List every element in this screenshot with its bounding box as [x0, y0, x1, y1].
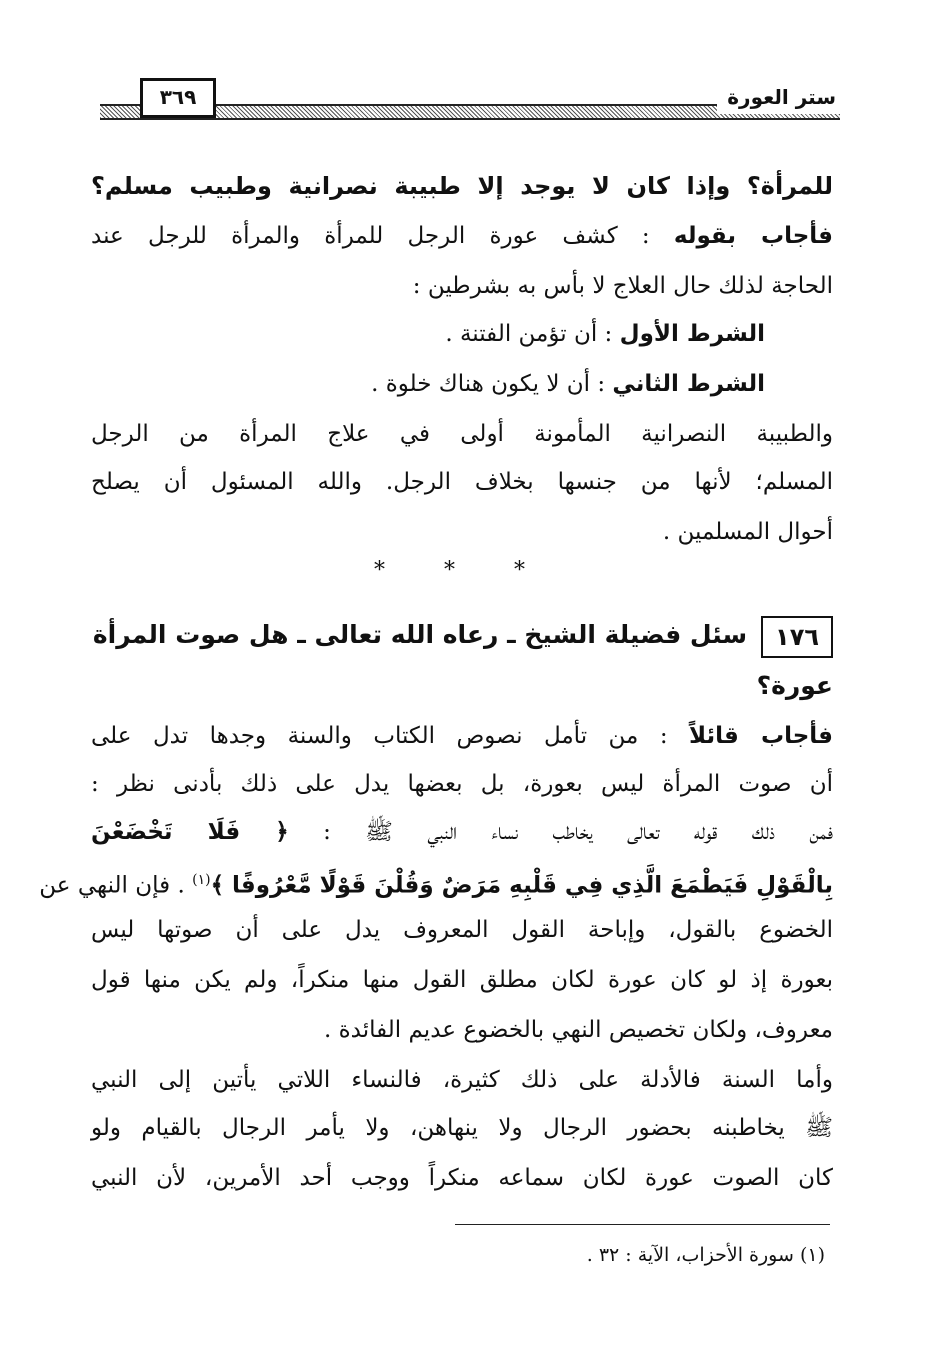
text-line: بعورة إذ لو كان عورة لكان مطلق القول منها منكراً، ولم يكن منها قول [91, 967, 833, 993]
text-line: الخضوع بالقول، وإباحة القول المعروف يدل على أن صوتها ليس [91, 917, 833, 943]
text-line: والطبيبة النصرانية المأمونة أولى في علاج المرأة من الرجل [91, 421, 833, 447]
question-number-box: ١٧٦ [761, 616, 833, 658]
text-line: الحاجة لذلك حال العلاج لا بأس به بشرطين : [412, 273, 833, 299]
text-line [39, 856, 833, 904]
footnote-ref: (١) [192, 872, 211, 888]
quran-verse: ﴿ فَلَا تَخْضَعْنَ [91, 819, 289, 845]
question-text: سئل فضيلة الشيخ ـ رعاه الله تعالى ـ هل صوت المرأة [92, 620, 748, 649]
text-line [91, 712, 833, 760]
quran-verse: بِالْقَوْلِ فَيَطْمَعَ الَّذِي فِي قَلْبِهِ مَرَضٌ وَقُلْنَ قَوْلًا مَّعْرُوفًا ﴾ [210, 872, 833, 899]
answer-lead: فأجاب بقوله [673, 223, 833, 249]
page-number: ٣٦٩ [140, 78, 216, 118]
text-line: وأما السنة فالأدلة على ذلك كثيرة، فالنساء اللاتي يأتين إلى النبي [91, 1067, 833, 1093]
text-line: أن صوت المرأة ليس بعورة، بل بعضها يدل على ذلك بأدنى نظر : [91, 771, 833, 797]
condition-label: الشرط الثاني [612, 371, 765, 397]
text-line: المسلم؛ لأنها من جنسها بخلاف الرجل. والله المسئول أن يصلح [91, 469, 833, 495]
condition-text: : أن لا يكون هناك خلوة . [371, 371, 606, 397]
condition-one [445, 310, 765, 358]
footnote: (١) سورة الأحزاب، الآية : ٣٢ . [586, 1244, 825, 1266]
footnote-divider [455, 1224, 830, 1225]
question-heading [91, 610, 833, 660]
question-text-continued: عورة؟ [756, 671, 833, 700]
answer-text: : كشف عورة الرجل للمرأة والمرأة للرجل عند [91, 223, 650, 249]
condition-text: : أن تؤمن الفتنة . [445, 321, 613, 347]
page-header [100, 78, 840, 124]
answer-lead: فأجاب قائلاً [689, 723, 833, 749]
condition-two [371, 360, 765, 408]
text-line: ﷺ يخاطبنه بحضور الرجال ولا ينهاهن، ولا يأمر الرجال بالقيام ولو [91, 1115, 833, 1141]
text-line: للمرأة؟ وإذا كان لا يوجد إلا طبيبة نصرانية وطبيب مسلم؟ [91, 172, 833, 200]
answer-text: . فإن النهي عن [39, 872, 185, 899]
answer-text: : من تأمل نصوص الكتاب والسنة وجدها تدل على [91, 723, 668, 749]
text-line: كان الصوت عورة لكان سماعه منكراً ووجب أحد الأمرين، لأن النبي [91, 1165, 833, 1191]
text-line [91, 808, 833, 856]
section-separator: * * * [374, 558, 551, 583]
answer-text: فمن ذلك قوله تعالى يخاطب نساء النبي ﷺ : [323, 819, 833, 845]
text-line [91, 212, 833, 260]
condition-label: الشرط الأول [619, 321, 765, 347]
text-line: معروف، ولكان تخصيص النهي بالخضوع عديم الفائدة . [324, 1017, 833, 1043]
text-line: أحوال المسلمين . [662, 519, 833, 545]
running-title: ستر العورة [717, 80, 840, 114]
